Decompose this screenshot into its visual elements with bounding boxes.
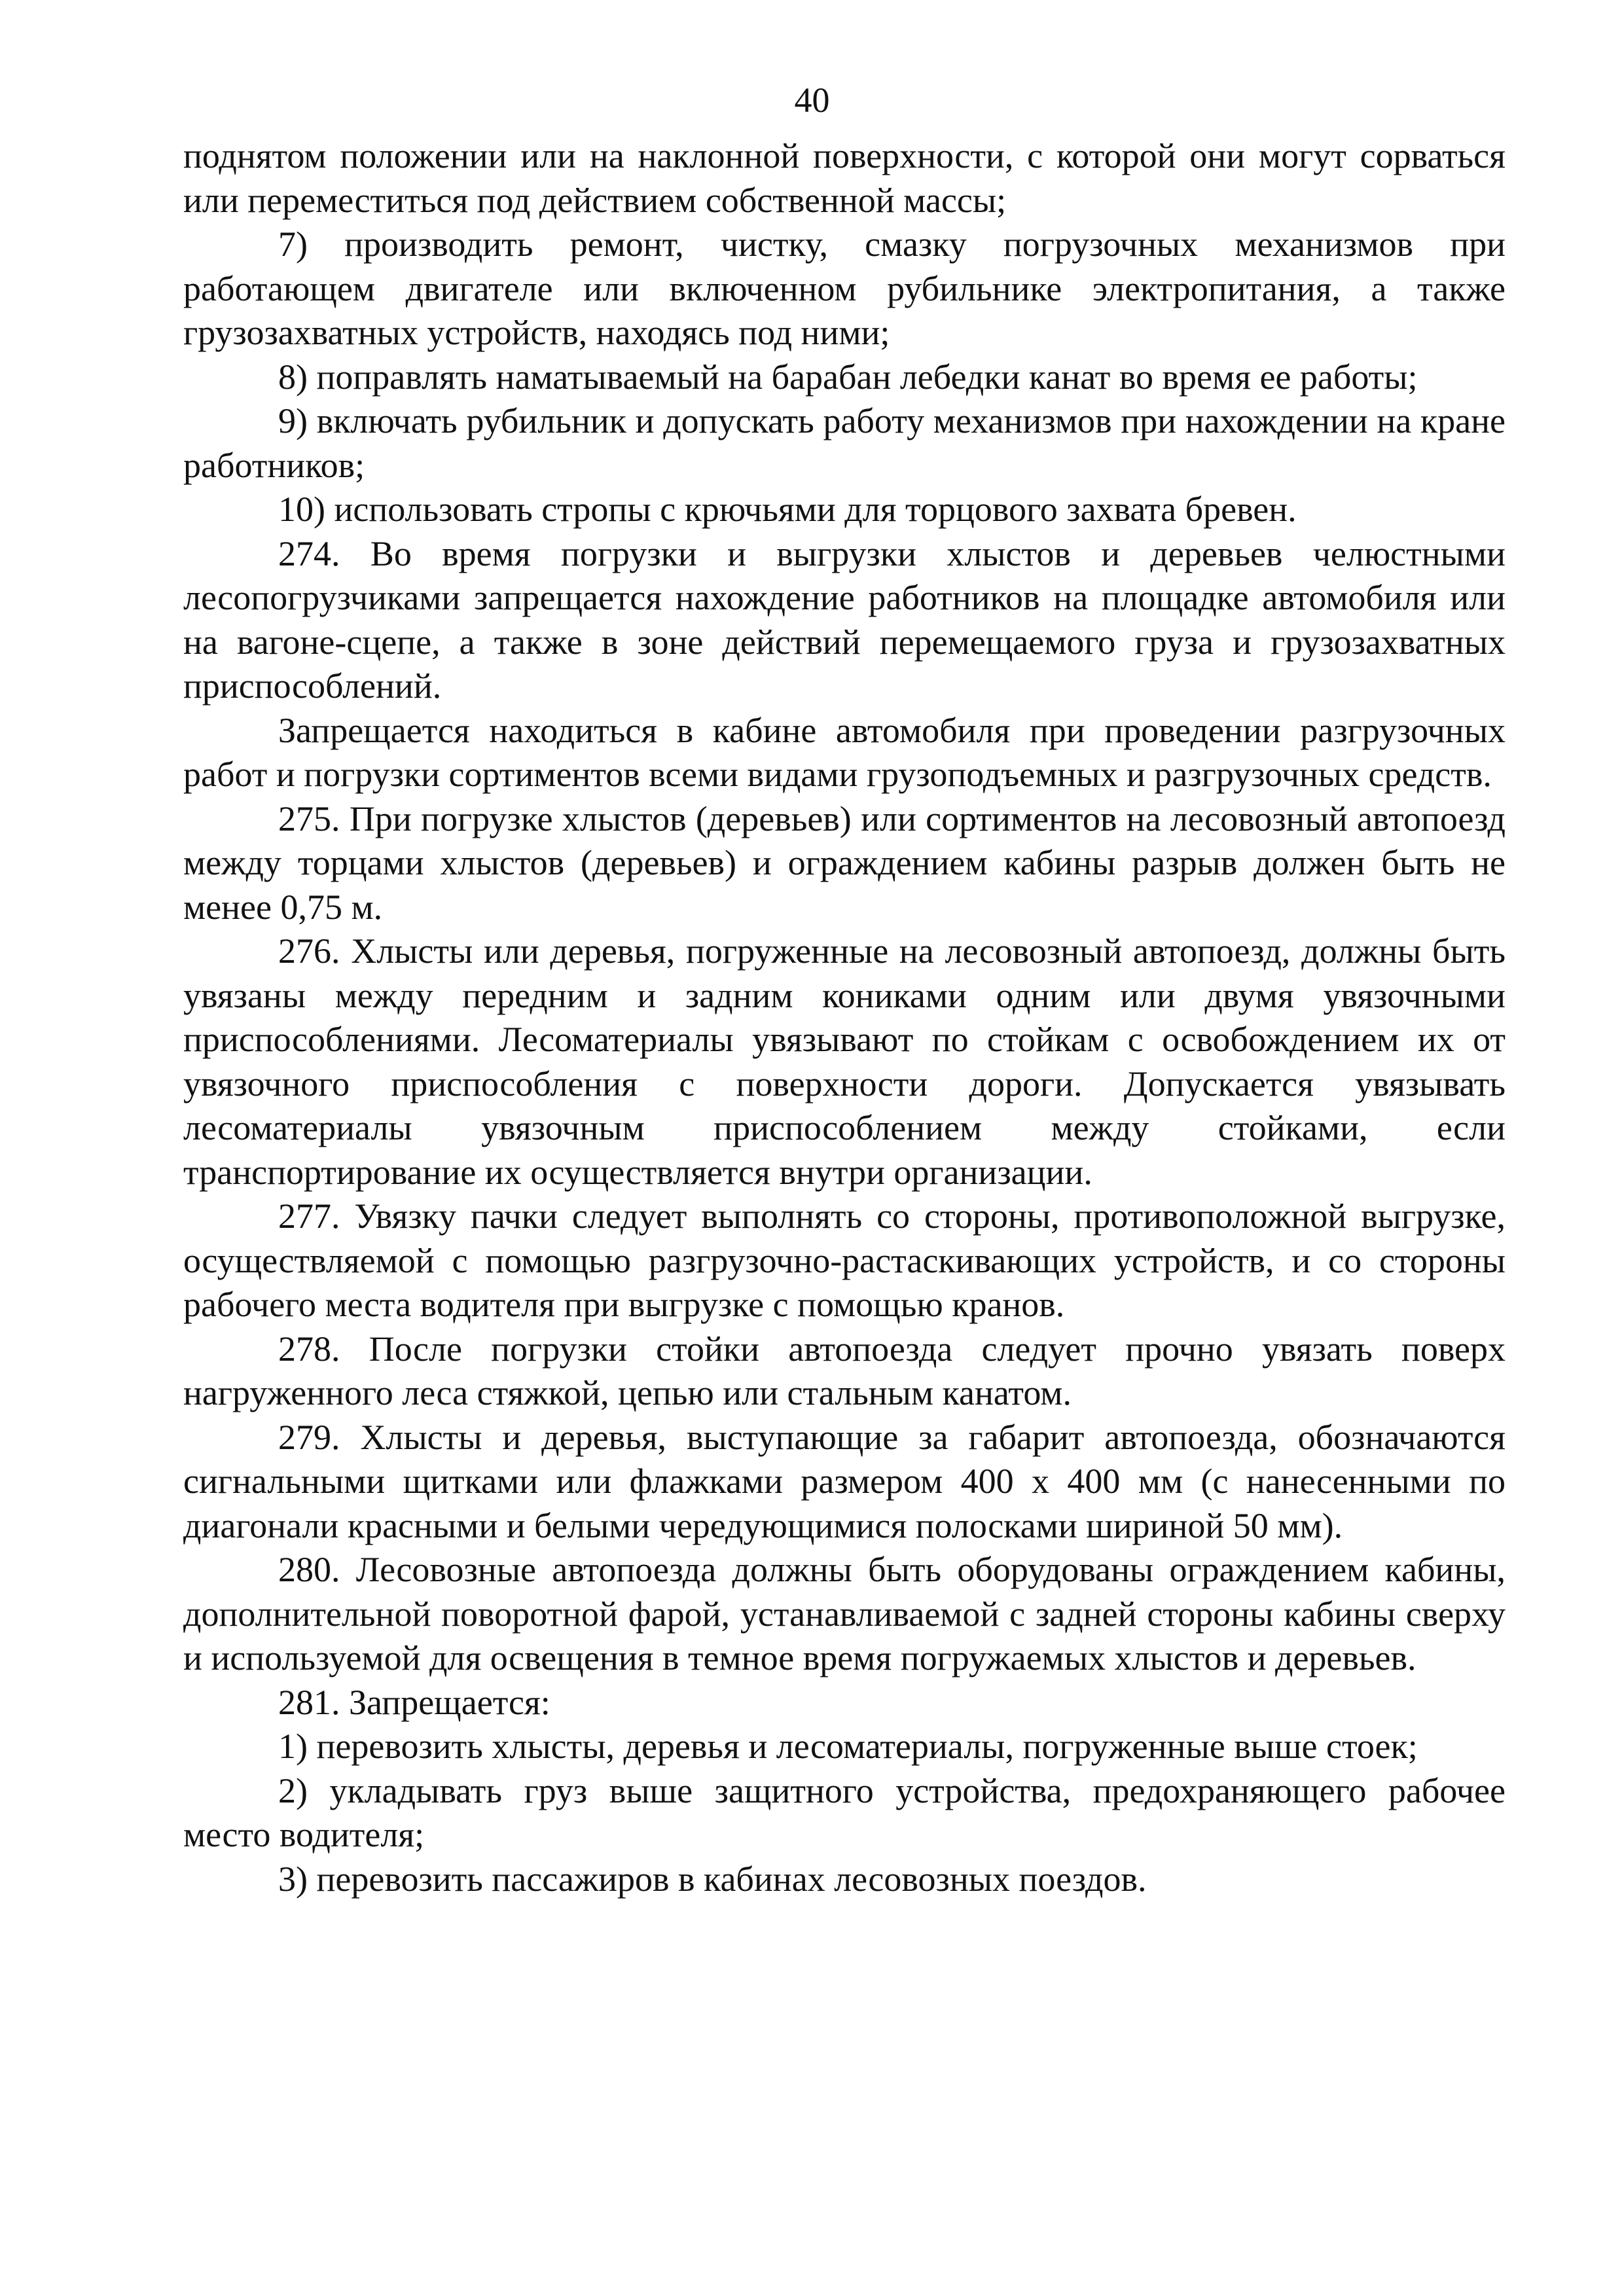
list-item-8: 8) поправлять наматываемый на барабан лебедки канат во время ее работы; xyxy=(278,357,1418,397)
clause-281: 281. Запрещается: xyxy=(278,1682,550,1722)
clause-276: 276. Хлысты или деревья, погруженные на лесовозный автопоезд, должны быть увязаны между передним и задним кониками одним или двумя увязочными приспособлениями. Лесоматериалы увязывают по стойкам с освобождением их от увязочного приспособления с поверхности дороги. Допускается увязывать лесоматериалы увязочным приспособлением между стойками, если транспортирование их осуществляется внутри организации. xyxy=(183,931,1506,1192)
clause-275: 275. При погрузке хлыстов (деревьев) или сортиментов на лесовозный автопоезд между торцами хлыстов (деревьев) и ограждением кабины разрыв должен быть не менее 0,75 м. xyxy=(183,798,1506,927)
clause-281-item-2: 2) укладывать груз выше защитного устройства, предохраняющего рабочее место водителя; xyxy=(183,1770,1506,1854)
clause-281-item-3: 3) перевозить пассажиров в кабинах лесовозных поездов. xyxy=(278,1859,1147,1899)
clause-277: 277. Увязку пачки следует выполнять со стороны, противоположной выгрузке, осуществляемой с помощью разгрузочно-растаскивающих устройств, и со стороны рабочего места водителя при выгрузке с помощью кранов. xyxy=(183,1196,1506,1324)
clause-274-prohibition: Запрещается находиться в кабине автомобиля при проведении разгрузочных работ и погрузки сортиментов всеми видами грузоподъемных и разгрузочных средств. xyxy=(183,710,1506,794)
clause-279: 279. Хлысты и деревья, выступающие за габарит автопоезда, обозначаются сигнальными щитками или флажками размером 400 х 400 мм (с нанесенными по диагонали красными и белыми чередующимися полосками шириной 50 мм). xyxy=(183,1417,1506,1545)
clause-274: 274. Во время погрузки и выгрузки хлыстов и деревьев челюстными лесопогрузчиками запрещается нахождение работников на площадке автомобиля или на вагоне-сцепе, а также в зоне действий перемещаемого груза и грузозахватных приспособлений. xyxy=(183,533,1506,706)
clause-281-item-1: 1) перевозить хлысты, деревья и лесоматериалы, погруженные выше стоек; xyxy=(278,1727,1418,1766)
list-item-10: 10) использовать стропы с крючьями для торцового захвата бревен. xyxy=(278,490,1297,529)
list-item-9: 9) включать рубильник и допускать работу механизмов при нахождении на кране работников; xyxy=(183,401,1506,485)
list-item-7: 7) производить ремонт, чистку, смазку погрузочных механизмов при работающем двигателе или включенном рубильнике электропитания, а также грузозахватных устройств, находясь под ними; xyxy=(183,224,1506,352)
paragraph-continuation: поднятом положении или на наклонной поверхности, с которой они могут сорваться или переместиться под действием собственной массы; xyxy=(183,136,1506,220)
clause-280: 280. Лесовозные автопоезда должны быть оборудованы ограждением кабины, дополнительной поворотной фарой, устанавливаемой с задней стороны кабины сверху и используемой для освещения в темное время погружаемых хлыстов и деревьев. xyxy=(183,1550,1506,1677)
document-body xyxy=(183,134,1506,1901)
clause-278: 278. После погрузки стойки автопоезда следует прочно увязать поверх нагруженного леса стяжкой, цепью или стальным канатом. xyxy=(183,1329,1506,1412)
page-number: 40 xyxy=(794,81,830,120)
